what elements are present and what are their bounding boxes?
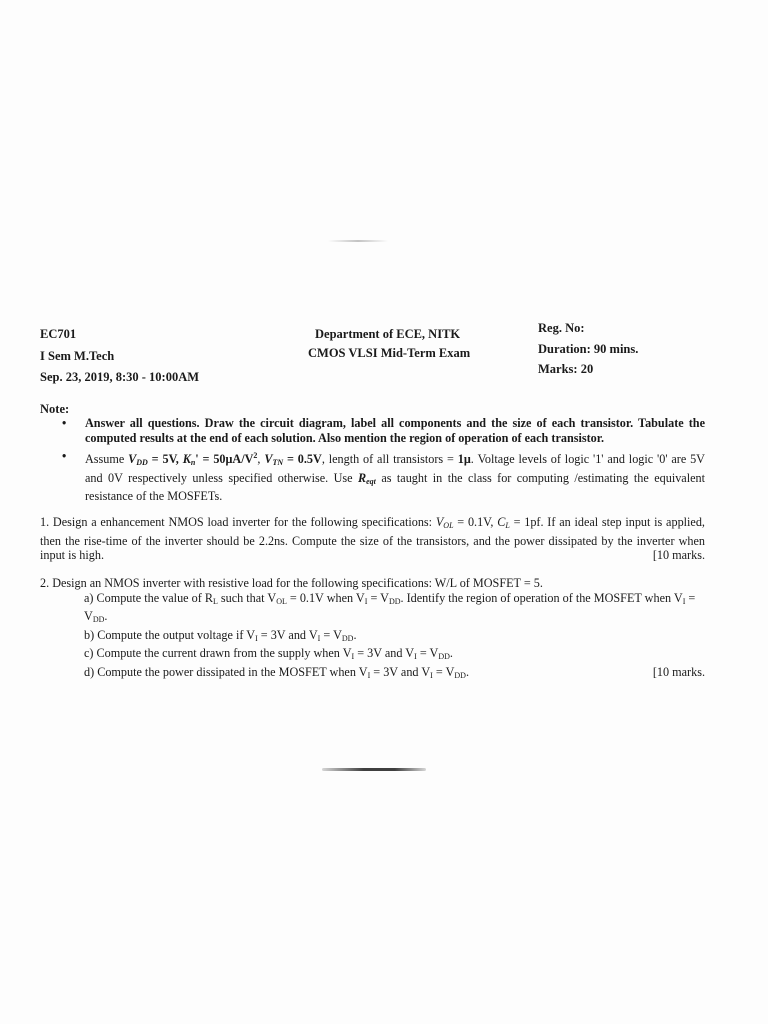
bullet-icon: • (62, 416, 67, 430)
exam-title: CMOS VLSI Mid-Term Exam (308, 346, 471, 360)
total-marks: Marks: 20 (538, 362, 594, 376)
note-item-instructions (60, 416, 705, 445)
semester: I Sem M.Tech (40, 349, 115, 363)
question-2-part-d: d) Compute the power dissipated in the MOSFET when $V_I = 3V$ and $V_I = V_{DD}$. [10 marks. (84, 664, 705, 680)
note-title: Note: (40, 402, 70, 416)
note-item-assumptions (60, 449, 705, 504)
course-code: EC701 (40, 327, 77, 341)
note-assumptions-text: Assume $V_{DD} = 5V$, $K_n' = 50\mu A/V^2$, $V_{TN} = 0.5V$, length of all transistors = 1μ. Voltage levels of logic '1' and logic '0' are 5V and 0V respectively unless specified otherwise. Use $R_{eqt}$ as taught in the class for computing /estimating the equivalent resistance of the MOSFETs. (85, 451, 705, 504)
scan-smudge (322, 768, 426, 771)
question-2-part-c: c) Compute the current drawn from the supply when $V_I = 3V$ and $V_I = V_{DD}$. (84, 646, 453, 662)
exam-date-time: Sep. 23, 2019, 8:30 - 10:00AM (40, 370, 200, 384)
note-list (60, 416, 705, 508)
question-2-part-a: a) Compute the value of $R_L$ such that $V_{OL} = 0.1V$ when $V_I = V_{DD}$. Identify the region of operation of the MOSFET when $V_I = V_{DD}$. (84, 590, 696, 625)
question-1: 1. Design a enhancement NMOS load inverter for the following specifications: $V_{OL} = 0.1V$, $C_L = 1pf$. If an ideal step input is applied, then the rise-time of the inverter should be 2.2ns. Compute the size of the transistors, and the power dissipated by the inverter when input is high. [10 marks. (40, 515, 705, 563)
question-2 (40, 576, 705, 684)
question-2-intro: 2. Design an NMOS inverter with resistive load for the following specifications: W/L of MOSFET = 5. (40, 576, 543, 590)
question-2-part-b: b) Compute the output voltage if $V_I = 3V$ and $V_I = V_{DD}$. (84, 627, 357, 643)
bullet-icon: • (62, 449, 67, 464)
department: Department of ECE, NITK (315, 327, 461, 341)
note-instructions-text: Answer all questions. Draw the circuit diagram, label all components and the size of each transistor. Tabulate the computed results at the end of each solution. Also mention the region of operation of each transistor. (85, 416, 705, 445)
reg-no: Reg. No: (538, 321, 585, 335)
question-1-marks: [10 marks. (652, 548, 705, 563)
duration: Duration: 90 mins. (538, 342, 639, 356)
scan-smudge (328, 240, 388, 242)
question-2-marks: [10 marks. (652, 664, 705, 679)
